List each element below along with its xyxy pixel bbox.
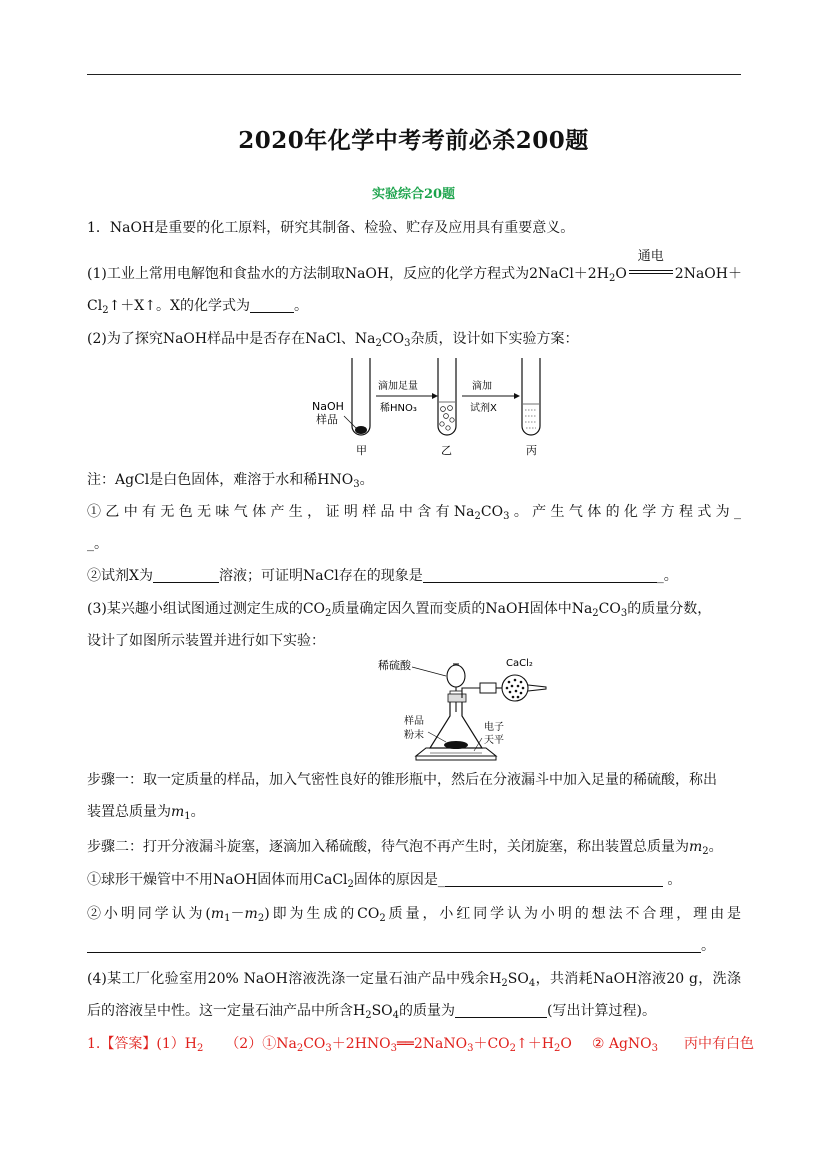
q1-part3-q1: ①球形干燥管中不用NaOH固体而用CaCl$_2$固体的原因是_ 。 [87,872,682,890]
header-rule [87,74,741,75]
tube-label-jia: 甲 [356,444,367,457]
q1-part3-q2-line2: 。 [87,937,715,955]
fig2-acid-label: 稀硫酸 [378,659,411,672]
section-subtitle: 实验综合20题 [371,187,456,202]
page-title: 2020年化学中考考前必杀200题 [238,127,589,154]
step2-line: 步骤二：打开分液漏斗旋塞，逐滴加入稀硫酸，待气泡不再产生时，关闭旋塞，称出装置总质量为$m_2$。 [87,839,723,857]
answer-blank[interactable] [445,872,663,887]
tube-jia [352,358,370,435]
fig1-sample-label-1: NaOH [312,400,344,413]
arrow2-bottom-label: 试剂X [470,403,497,414]
arrow1-top-label: 滴加足量 [378,381,418,392]
tube-label-yi: 乙 [441,444,452,457]
arrow2-top-label: 滴加 [472,381,492,392]
q1-part1-line2: $Cl_2↑+X↑$。X的化学式为 。 [87,298,308,316]
electronic-balance [416,748,496,756]
apparatus-figure [370,652,560,762]
tube-yi [438,358,456,435]
q1-stem: 1．NaOH是重要的化工原料，研究其制备、检验、贮存及应用具有重要意义。 [87,220,575,236]
answer-blank[interactable] [87,938,701,953]
q1-part4-line2: 后的溶液呈中性。这一定量石油产品中所含$H_2SO_4$的质量为 (写出计算过程)。 [87,1003,656,1021]
q1-part1-line1: (1)工业上常用电解饱和食盐水的方法制取NaOH，反应的化学方程式为$2NaCl+2H_2O$ 通电 2NaOH＋ [87,249,742,284]
fig2-balance-label-2: 天平 [484,735,504,746]
tube-jia-sample [355,426,367,434]
q1-part3-line2: 设计了如图所示装置并进行如下实验： [87,633,325,649]
arrow1-bottom-label: 稀HNO₃ [380,403,417,414]
q1-part2-q1-line2: _。 [87,536,108,552]
q1-part2-q2: ②试剂X为 溶液；可证明NaCl存在的现象是 _。 [87,568,678,584]
tube-label-bing: 丙 [526,444,537,457]
separating-funnel [447,665,465,687]
answer-blank[interactable] [455,1003,547,1018]
q1-part2-q1-line1: ①乙中有无色无味气体产生，证明样品中含有$Na_2CO_3$。产生气体的化学方程式为_ [87,504,741,522]
step1-line1: 步骤一：取一定质量的样品，加入气密性良好的锥形瓶中，然后在分液漏斗中加入足量的稀硫酸，称出 [87,772,717,788]
reaction-condition: 通电 [629,262,673,280]
q1-note: 注：AgCl是白色固体，难溶于水和稀$HNO_3$。 [87,472,374,490]
step1-line2: 装置总质量为$m_1$。 [87,804,205,822]
fig2-cacl2-label: CaCl₂ [506,658,533,669]
q1-part3-q2-line1: ②小明同学认为$(m_1-m_2)$即为生成的$CO_2$质量，小红同学认为小明的想法不合理，理由是 [87,906,741,924]
q1-part3-line1: (3)某兴趣小组试图通过测定生成的$CO_2$质量确定因久置而变质的NaOH固体中$Na_2CO_3$的质量分数， [87,601,712,619]
answer-blank[interactable] [423,568,657,583]
fig1-sample-label-2: 样品 [316,413,338,426]
fig2-sample-label-1: 样品 [404,716,424,727]
test-tube-experiment-figure [300,354,550,460]
q1-part4-line1: (4)某工厂化验室用20% NaOH溶液洗涤一定量石油产品中残余$H_2SO_4$，共消耗NaOH溶液20 g，洗涤 [87,971,741,989]
answer-line: 1.【答案】$(1)H_2$ $(2)①Na_2CO_3+2HNO_3══2NaNO_3+CO_2↑+H_2O$ ② AgNO$_3$ 丙中有白色 [87,1036,755,1054]
answer-blank[interactable] [250,298,294,313]
fig2-balance-label-1: 电子 [484,722,504,733]
fig2-sample-label-2: 粉末 [404,730,424,741]
tube-bing [522,358,540,435]
answer-blank[interactable] [153,568,219,583]
q1-part2-intro: (2)为了探究NaOH样品中是否存在NaCl、$Na_2CO_3$杂质，设计如下实验方案： [87,331,579,349]
